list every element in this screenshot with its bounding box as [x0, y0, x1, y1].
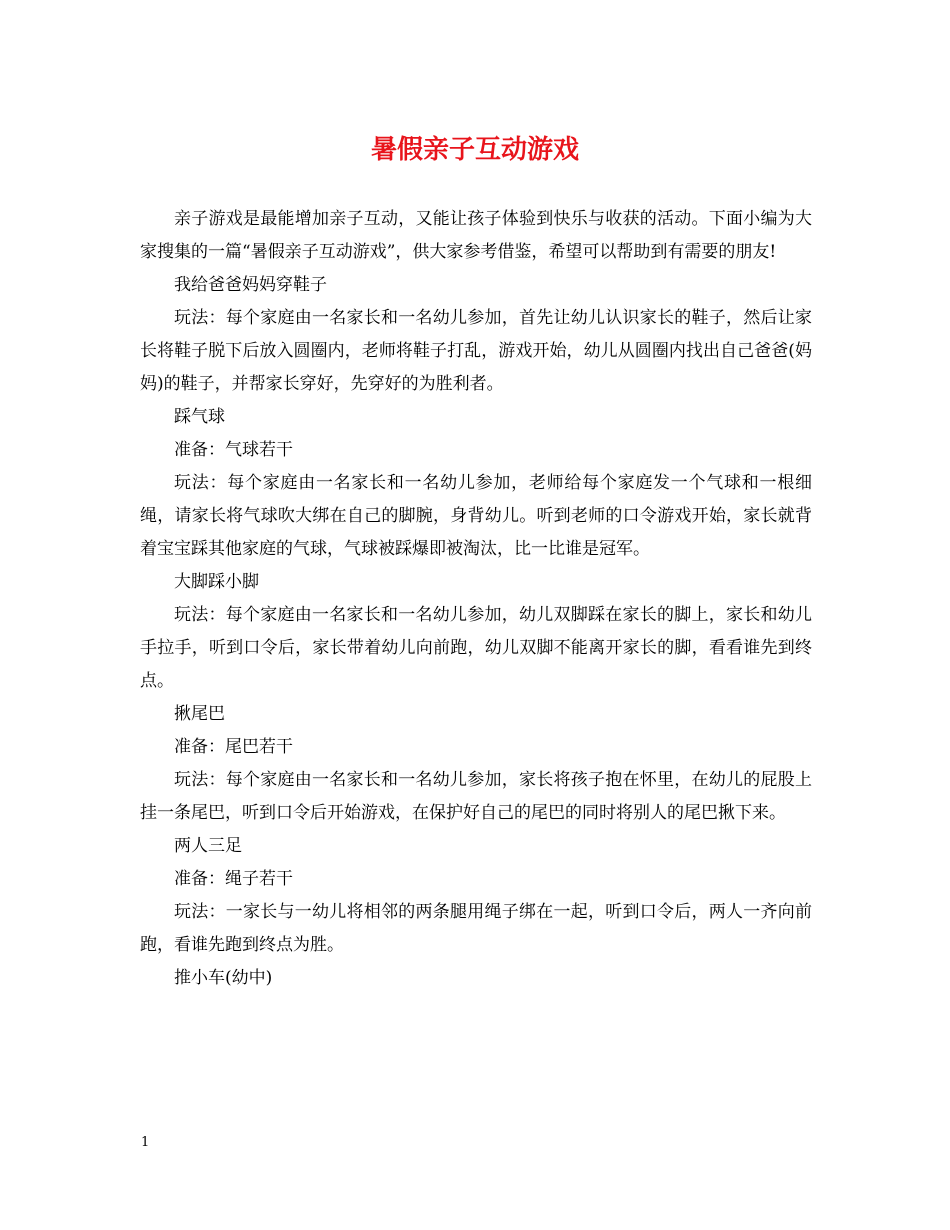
paragraph-tail-prep: 准备：尾巴若干: [174, 737, 293, 757]
paragraph-shoes-rules: 玩法：每个家庭由一名家长和一名幼儿参加，首先让幼儿认识家长的鞋子，然后让家长将鞋子脱下后放入圆圈内，老师将鞋子打乱，游戏开始，幼儿从圆圈内找出自己爸爸(妈妈)的鞋子，并帮家长穿好，先穿好的为胜利者。: [140, 308, 812, 394]
heading-balloon-game: 踩气球: [174, 407, 225, 427]
document-title: 暑假亲子互动游戏: [370, 135, 579, 165]
paragraph-three-legged-prep: 准备：绳子若干: [174, 869, 293, 889]
heading-cart-game: 推小车(幼中): [174, 968, 273, 988]
heading-tail-game: 揪尾巴: [174, 704, 225, 724]
heading-big-foot-game: 大脚踩小脚: [174, 572, 259, 592]
paragraph-tail-rules: 玩法：每个家庭由一名家长和一名幼儿参加，家长将孩子抱在怀里，在幼儿的屁股上挂一条尾巴，听到口令后开始游戏，在保护好自己的尾巴的同时将别人的尾巴揪下来。: [140, 770, 812, 823]
heading-three-legged-game: 两人三足: [174, 836, 242, 856]
document-body: [140, 203, 812, 995]
paragraph-intro: 亲子游戏是最能增加亲子互动，又能让孩子体验到快乐与收获的活动。下面小编为大家搜集的一篇“暑假亲子互动游戏”，供大家参考借鉴，希望可以帮助到有需要的朋友!: [140, 209, 812, 262]
paragraph-big-foot-rules: 玩法：每个家庭由一名家长和一名幼儿参加，幼儿双脚踩在家长的脚上，家长和幼儿手拉手，听到口令后，家长带着幼儿向前跑，幼儿双脚不能离开家长的脚，看看谁先到终点。: [140, 605, 812, 691]
paragraph-balloon-rules: 玩法：每个家庭由一名家长和一名幼儿参加，老师给每个家庭发一个气球和一根细绳，请家长将气球吹大绑在自己的脚腕，身背幼儿。听到老师的口令游戏开始，家长就背着宝宝踩其他家庭的气球，气球被踩爆即被淘汰，比一比谁是冠军。: [140, 473, 812, 559]
page-number: 1: [141, 1135, 150, 1150]
heading-shoes-game: 我给爸爸妈妈穿鞋子: [174, 275, 327, 295]
paragraph-three-legged-rules: 玩法：一家长与一幼儿将相邻的两条腿用绳子绑在一起，听到口令后，两人一齐向前跑，看谁先跑到终点为胜。: [140, 902, 812, 955]
paragraph-balloon-prep: 准备：气球若干: [174, 440, 293, 460]
